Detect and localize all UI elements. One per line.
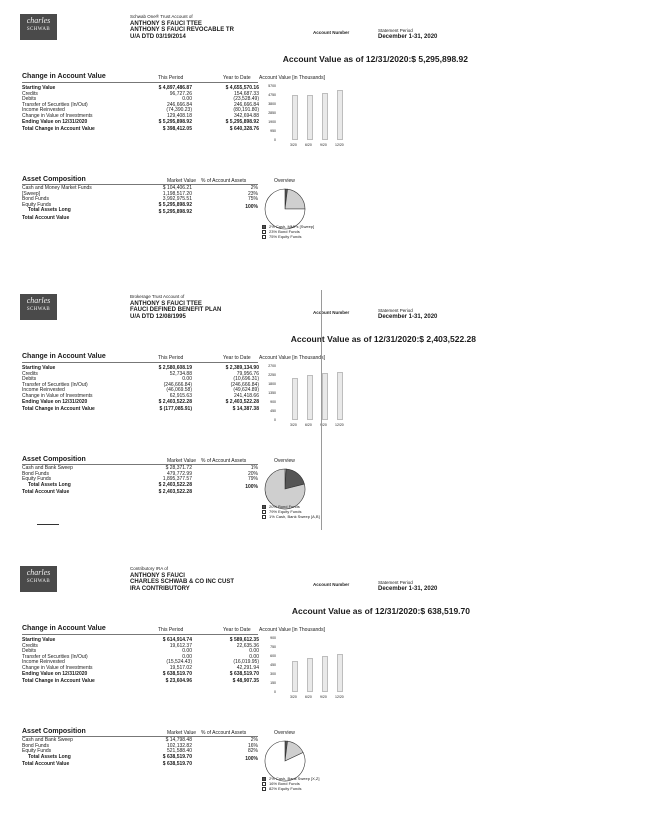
legend-item <box>262 234 314 239</box>
change-row-ytd: (49,624.89) <box>233 387 259 394</box>
asset-row-percent: 16% <box>247 742 258 749</box>
asset-row-percent: 100% <box>245 755 258 762</box>
y-tick-label: 4750 <box>268 93 276 97</box>
y-tick-label: 1900 <box>268 120 276 124</box>
change-row-label: Transfer of Securities (In/Out) <box>22 653 88 660</box>
asset-row-percent: 75% <box>247 196 258 203</box>
y-tick-label: 2250 <box>268 373 276 377</box>
change-row-ytd: (80,191.80) <box>233 107 259 114</box>
x-tick-label: 12/20 <box>335 143 344 147</box>
change-row-ytd: $ 2,389,134.90 <box>225 365 259 371</box>
asset-row-labels <box>22 466 73 496</box>
change-row-label: Credits <box>22 642 38 649</box>
statement-period <box>378 580 437 592</box>
asset-row-market: 102,132.82 <box>166 742 192 749</box>
change-row-this-period: 19,517.02 <box>169 664 192 671</box>
change-row-label: Change in Value of Investments <box>22 664 93 671</box>
account-statement <box>0 552 646 822</box>
col-header-this-period: This Period <box>158 355 184 361</box>
change-row-labels <box>22 366 95 413</box>
asset-row-market: $ 638,519.70 <box>162 761 192 768</box>
account-type-label: Schwab One® Trust Account of <box>130 14 193 19</box>
asset-row-percent: 23% <box>247 190 258 197</box>
account-type-label: Contributory IRA of <box>130 566 169 571</box>
y-tick-label: 950 <box>270 129 276 133</box>
y-tick-label: 450 <box>270 663 276 667</box>
pie-legend <box>262 224 314 239</box>
section-rule <box>22 362 258 363</box>
change-row-ytd: $ 640,328.76 <box>229 126 259 133</box>
account-value-bar-chart <box>268 84 350 147</box>
legend-text: 16% Bond Funds <box>269 781 300 786</box>
change-row-this-period: $ 5,295,898.92 <box>158 118 192 125</box>
change-row-ytd: $ 48,907.35 <box>232 678 259 685</box>
asset-row-percent: 100% <box>245 203 258 210</box>
change-row-this-period: $ 614,914.74 <box>162 637 192 643</box>
ytd-values <box>205 366 259 413</box>
account-value-heading: Account Value as of 12/31/2020:$ 2,403,522.28 <box>290 334 476 344</box>
col-header-market-value: Market Value <box>167 458 197 464</box>
asset-row-labels <box>22 186 92 222</box>
change-row-this-period: 0.00 <box>182 376 192 383</box>
asset-row-label: Equity Funds <box>22 201 52 208</box>
change-section-title: Change in Account Value <box>22 73 106 80</box>
change-row-labels <box>22 86 95 133</box>
ytd-values <box>205 638 259 685</box>
change-row-label: Total Change in Account Value <box>22 678 95 685</box>
change-row-ytd: 154,687.33 <box>233 90 259 97</box>
asset-row-label: Total Assets Long <box>28 753 71 760</box>
change-row-this-period: 0.00 <box>182 96 192 103</box>
pie-slice <box>285 189 305 209</box>
schwab-logo: charles SCHWAB <box>20 294 57 320</box>
change-row-this-period: 0.00 <box>182 653 192 660</box>
y-tick-label: 0 <box>274 138 276 142</box>
market-values <box>140 466 192 496</box>
percent-values <box>230 186 258 210</box>
change-row-this-period: $ 2,580,608.19 <box>158 365 192 371</box>
asset-section-title: Asset Composition <box>22 456 86 463</box>
account-owner-line: ANTHONY S FAUCI TTEE <box>130 20 202 27</box>
chart-title: Account Value [in Thousands] <box>259 355 325 361</box>
col-header-percent: % of Account Assets <box>201 730 247 736</box>
change-row-label: Change in Value of Investments <box>22 112 93 119</box>
account-value-bar-chart <box>270 636 350 699</box>
y-tick-label: 150 <box>270 681 276 685</box>
asset-section-title: Asset Composition <box>22 728 86 735</box>
account-value-heading: Account Value as of 12/31/2020:$ 638,519.70 <box>291 606 470 616</box>
change-row-ytd: $ 589,612.35 <box>229 637 259 643</box>
account-owner-line: CHARLES SCHWAB & CO INC CUST <box>130 579 235 585</box>
x-tick-label: 3/20 <box>290 423 297 427</box>
change-row-ytd: 0.00 <box>249 648 259 655</box>
asset-row-percent: 1% <box>250 465 258 471</box>
change-row-label: Starting Value <box>22 85 56 91</box>
change-row-label: Change in Value of Investments <box>22 392 93 399</box>
change-row-this-period: $ (177,085.91) <box>159 406 192 413</box>
legend-text: 75% Equity Funds <box>269 234 302 239</box>
change-row-this-period: 129,408.18 <box>166 112 192 119</box>
y-tick-label: 0 <box>274 690 276 694</box>
account-owner-line: FAUCI DEFINED BENEFIT PLAN <box>130 307 222 313</box>
change-row-ytd: 22,635.36 <box>236 642 259 649</box>
col-header-percent: % of Account Assets <box>201 458 247 464</box>
statement-period-label: Statement Period <box>378 308 413 313</box>
y-tick-label: 900 <box>270 400 276 404</box>
change-row-label: Ending Value on 12/31/2020 <box>22 398 88 405</box>
asset-row-label: Bond Funds <box>22 470 49 477</box>
change-row-label: Transfer of Securities (In/Out) <box>22 101 88 108</box>
asset-row-label: Bond Funds <box>22 196 49 203</box>
change-row-label: Debits <box>22 96 37 103</box>
col-header-overview: Overview <box>274 178 295 184</box>
account-owner-line: ANTHONY S FAUCI <box>130 572 185 579</box>
account-number-label: Account Number <box>313 30 350 35</box>
col-header-ytd: Year to Date <box>223 627 251 633</box>
change-row-ytd: $ 5,295,898.92 <box>225 118 259 125</box>
account-number-label: Account Number <box>313 582 350 587</box>
legend-text: 82% Equity Funds <box>269 786 302 791</box>
col-header-market-value: Market Value <box>167 178 197 184</box>
change-row-ytd: 0.00 <box>249 653 259 660</box>
account-value-bar <box>337 372 343 420</box>
legend-swatch <box>262 787 266 791</box>
asset-row-market: 479,772.99 <box>166 470 192 477</box>
change-row-label: Income Reinvested <box>22 107 65 114</box>
change-row-ytd: (23,528.49) <box>233 96 259 103</box>
section-rule <box>22 634 258 635</box>
change-row-label: Income Reinvested <box>22 659 65 666</box>
col-header-this-period: This Period <box>158 627 184 633</box>
chart-title: Account Value [in Thousands] <box>259 75 325 81</box>
change-row-this-period: $ 23,604.96 <box>165 678 192 685</box>
col-header-ytd: Year to Date <box>223 75 251 81</box>
account-owner-line: ANTHONY S FAUCI REVOCABLE TR <box>130 27 234 33</box>
y-tick-label: 2700 <box>268 364 276 368</box>
statement-period-value: December 1-31, 2020 <box>378 586 438 592</box>
account-value-heading: Account Value as of 12/31/2020:$ 5,295,898.92 <box>282 54 468 64</box>
x-tick-label: 12/20 <box>335 423 344 427</box>
asset-row-label: Total Assets Long <box>28 207 71 214</box>
legend-swatch <box>262 515 266 519</box>
account-holder-block <box>130 294 221 320</box>
account-value-bar <box>337 90 343 140</box>
change-row-ytd: 79,956.76 <box>236 370 259 377</box>
section-rule <box>22 82 258 83</box>
asset-row-percent: 82% <box>247 748 258 755</box>
col-header-this-period: This Period <box>158 75 184 81</box>
asset-row-percent: 79% <box>247 476 258 483</box>
x-tick-label: 3/20 <box>290 695 297 699</box>
change-row-this-period: $ 398,412.05 <box>162 126 192 133</box>
separator-dash <box>37 524 59 525</box>
account-value-bar <box>322 656 328 692</box>
asset-row-label: Total Assets Long <box>28 481 71 488</box>
change-row-this-period: (15,524.43) <box>166 659 192 666</box>
asset-row-label: Cash and Bank Sweep <box>22 737 73 743</box>
asset-row-market: $ 104,406.21 <box>162 185 192 191</box>
asset-row-percent: 2% <box>250 185 258 191</box>
schwab-logo-wordmark: SCHWAB <box>26 27 51 32</box>
asset-row-label: [Sweep] <box>22 190 41 197</box>
change-row-label: Ending Value on 12/31/2020 <box>22 670 88 677</box>
percent-values <box>230 466 258 490</box>
y-tick-label: 300 <box>270 672 276 676</box>
col-header-overview: Overview <box>274 730 295 736</box>
account-value-bar <box>307 658 313 692</box>
change-row-ytd: (10,696.31) <box>233 376 259 383</box>
legend-swatch <box>262 235 266 239</box>
account-value-bar <box>307 95 313 140</box>
account-statement <box>0 280 646 550</box>
statement-period-label: Statement Period <box>378 28 413 33</box>
this-period-values <box>140 638 192 685</box>
change-row-ytd: $ 638,519.70 <box>229 670 259 677</box>
change-row-ytd: $ 14,387.38 <box>232 406 259 413</box>
x-tick-label: 3/20 <box>290 143 297 147</box>
y-tick-label: 600 <box>270 654 276 658</box>
y-tick-label: 450 <box>270 409 276 413</box>
y-tick-label: 2850 <box>268 111 276 115</box>
account-value-bar-chart <box>268 364 350 427</box>
asset-row-labels <box>22 738 73 768</box>
change-row-this-period: $ 4,897,486.87 <box>158 85 192 91</box>
change-row-label: Starting Value <box>22 365 56 371</box>
schwab-logo: charles SCHWAB <box>20 14 57 40</box>
legend-text: 20% Bond Funds <box>269 504 300 509</box>
schwab-logo: charles SCHWAB <box>20 566 57 592</box>
vertical-rule <box>321 290 322 530</box>
this-period-values <box>140 86 192 133</box>
legend-text: 1% Cash, Bank Sweep [A,B] <box>269 514 320 519</box>
x-tick-label: 6/20 <box>305 423 312 427</box>
change-row-ytd: 246,666.84 <box>233 101 259 108</box>
y-tick-label: 1350 <box>268 391 276 395</box>
asset-row-market: 1,198,517.20 <box>162 190 192 197</box>
asset-row-percent: 100% <box>245 483 258 490</box>
legend-item <box>262 786 319 791</box>
change-row-label: Total Change in Account Value <box>22 406 95 413</box>
change-section-title: Change in Account Value <box>22 625 106 632</box>
statement-period <box>378 28 437 40</box>
account-type-label: Brokerage Trust Account of <box>130 294 185 299</box>
change-row-this-period: (246,666.84) <box>163 381 192 388</box>
y-tick-label: 0 <box>274 418 276 422</box>
asset-row-market: 521,588.40 <box>166 748 192 755</box>
account-owner-line: U/A DTD 03/19/2014 <box>130 33 186 40</box>
change-row-this-period: (74,390.23) <box>166 107 192 114</box>
schwab-logo-wordmark: SCHWAB <box>26 579 51 584</box>
change-row-ytd: 342,694.88 <box>233 112 259 119</box>
x-tick-label: 9/20 <box>320 695 327 699</box>
y-tick-label: 900 <box>270 636 276 640</box>
asset-row-market: $ 5,295,898.92 <box>158 201 192 208</box>
x-tick-label: 9/20 <box>320 143 327 147</box>
change-row-this-period: $ 638,519.70 <box>162 670 192 677</box>
change-row-label: Total Change in Account Value <box>22 126 95 133</box>
change-row-ytd: 42,291.94 <box>236 664 259 671</box>
account-value-bar <box>307 375 313 420</box>
legend-text: 2% Cash, Bank Sweep [X,Z] <box>269 776 320 781</box>
change-row-label: Credits <box>22 90 38 97</box>
y-tick-label: 3800 <box>268 102 276 106</box>
change-row-label: Transfer of Securities (In/Out) <box>22 381 88 388</box>
change-row-label: Credits <box>22 370 38 377</box>
account-holder-block <box>130 566 234 592</box>
asset-row-percent: 20% <box>247 470 258 477</box>
ytd-values <box>205 86 259 133</box>
statement-period-value: December 1-31, 2020 <box>378 314 438 320</box>
account-owner-line: ANTHONY S FAUCI TTEE <box>130 300 202 307</box>
asset-section-title: Asset Composition <box>22 176 86 183</box>
x-tick-label: 6/20 <box>305 143 312 147</box>
pie-legend <box>262 776 319 791</box>
change-row-label: Starting Value <box>22 637 56 643</box>
change-row-this-period: 52,734.88 <box>169 370 192 377</box>
percent-values <box>230 738 258 762</box>
account-value-bar <box>322 93 328 140</box>
change-row-this-period: 96,727.26 <box>169 90 192 97</box>
x-tick-label: 6/20 <box>305 695 312 699</box>
change-row-ytd: 241,418.66 <box>233 392 259 399</box>
change-row-ytd: $ 4,655,570.16 <box>225 85 259 91</box>
statement-period <box>378 308 437 320</box>
asset-row-percent: 2% <box>250 737 258 743</box>
y-tick-label: 750 <box>270 645 276 649</box>
pie-legend <box>262 504 320 519</box>
x-tick-label: 12/20 <box>335 695 344 699</box>
change-row-ytd: $ 2,403,522.28 <box>225 398 259 405</box>
asset-row-label: Equity Funds <box>22 748 52 755</box>
asset-row-market: 3,992,975.51 <box>162 196 192 203</box>
legend-text: 23% Bond Funds <box>269 229 300 234</box>
change-row-this-period: 19,612.37 <box>169 642 192 649</box>
legend-text: 2% Cash, MMFs [Sweep] <box>269 224 315 229</box>
col-header-market-value: Market Value <box>167 730 197 736</box>
account-number-label: Account Number <box>313 310 350 315</box>
asset-row-market: $ 638,519.70 <box>162 753 192 760</box>
change-row-this-period: (46,069.58) <box>166 387 192 394</box>
account-value-bar <box>292 95 298 140</box>
account-holder-block <box>130 14 234 40</box>
asset-row-label: Bond Funds <box>22 742 49 749</box>
change-row-this-period: 0.00 <box>182 648 192 655</box>
chart-title: Account Value [in Thousands] <box>259 627 325 633</box>
account-owner-line: U/A DTD 12/08/1995 <box>130 313 186 320</box>
change-row-this-period: $ 2,403,522.28 <box>158 398 192 405</box>
change-section-title: Change in Account Value <box>22 353 106 360</box>
y-tick-label: 5700 <box>268 84 276 88</box>
asset-row-market: $ 28,371.72 <box>165 465 192 471</box>
asset-row-market: $ 2,403,522.28 <box>158 481 192 488</box>
change-row-label: Ending Value on 12/31/2020 <box>22 118 88 125</box>
change-row-label: Debits <box>22 648 37 655</box>
change-row-label: Income Reinvested <box>22 387 65 394</box>
account-owner-line: IRA CONTRIBUTORY <box>130 585 190 592</box>
col-header-overview: Overview <box>274 458 295 464</box>
market-values <box>140 738 192 768</box>
change-row-labels <box>22 638 95 685</box>
asset-row-label: Total Account Value <box>22 489 70 496</box>
asset-row-market: $ 2,403,522.28 <box>158 489 192 496</box>
asset-row-label: Equity Funds <box>22 476 52 483</box>
account-value-bar <box>322 373 328 420</box>
market-values <box>140 186 192 216</box>
asset-row-label: Cash and Bank Sweep <box>22 465 73 471</box>
asset-row-market: $ 14,798.48 <box>165 737 192 743</box>
asset-row-market: 1,895,377.57 <box>162 476 192 483</box>
asset-row-market: $ 5,295,898.92 <box>158 209 192 216</box>
x-tick-label: 9/20 <box>320 423 327 427</box>
y-tick-label: 1800 <box>268 382 276 386</box>
statement-period-value: December 1-31, 2020 <box>378 34 438 40</box>
legend-item <box>262 514 320 519</box>
change-row-this-period: 246,666.84 <box>166 101 192 108</box>
change-row-ytd: (16,019.95) <box>233 659 259 666</box>
change-row-this-period: 62,915.63 <box>169 392 192 399</box>
change-row-ytd: (246,666.84) <box>230 381 259 388</box>
account-value-bar <box>292 378 298 420</box>
statement-period-label: Statement Period <box>378 580 413 585</box>
change-row-label: Debits <box>22 376 37 383</box>
col-header-ytd: Year to Date <box>223 355 251 361</box>
this-period-values <box>140 366 192 413</box>
asset-row-label: Total Account Value <box>22 214 70 221</box>
schwab-logo-wordmark: SCHWAB <box>26 307 51 312</box>
asset-row-label: Total Account Value <box>22 761 70 768</box>
account-statement <box>0 0 646 270</box>
asset-row-label: Cash and Money Market Funds <box>22 185 92 191</box>
legend-text: 79% Equity Funds <box>269 509 302 514</box>
account-value-bar <box>292 661 298 692</box>
account-value-bar <box>337 654 343 692</box>
col-header-percent: % of Account Assets <box>201 178 247 184</box>
